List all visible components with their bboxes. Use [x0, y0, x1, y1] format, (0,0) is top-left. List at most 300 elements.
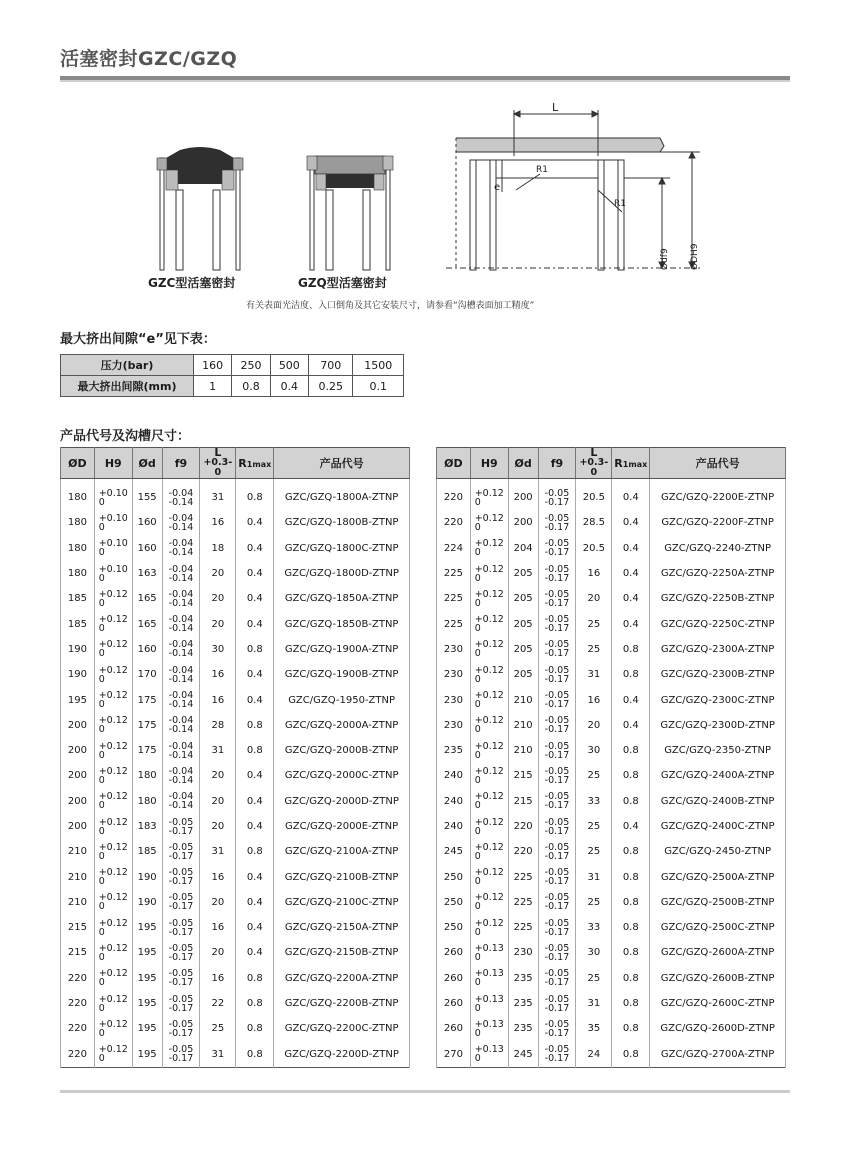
- spec-row: [61, 940, 410, 965]
- h9-upper: +0.12: [474, 791, 504, 803]
- cell-f9: [538, 890, 576, 915]
- h9-lower: 0: [98, 774, 105, 786]
- f9-upper: -0.05: [544, 639, 570, 651]
- cell-H9: [94, 586, 132, 611]
- cell-f9: [162, 611, 200, 636]
- f9-lower: -0.17: [168, 951, 194, 963]
- cell-f9: [538, 1042, 576, 1068]
- cell-d: 215: [508, 789, 538, 814]
- cell-R1: 0.4: [236, 611, 274, 636]
- cell-f9: [162, 561, 200, 586]
- cell-R1: 0.4: [236, 763, 274, 788]
- spec-row: [61, 662, 410, 687]
- cell-D: 180: [61, 510, 95, 535]
- cell-f9: [162, 662, 200, 687]
- cell-product-code: GZC/GZQ-1900B-ZTNP: [274, 662, 410, 687]
- cell-R1: 0.4: [236, 940, 274, 965]
- cell-D: 210: [61, 864, 95, 889]
- cell-d: 180: [132, 763, 162, 788]
- cell-R1: 0.4: [612, 510, 650, 535]
- spec-row: [61, 1016, 410, 1041]
- cell-R1: 0.8: [612, 1042, 650, 1068]
- h9-upper: +0.10: [98, 563, 128, 575]
- cell-d: 180: [132, 789, 162, 814]
- cell-product-code: GZC/GZQ-2350-ZTNP: [650, 738, 786, 763]
- cell-f9: [162, 687, 200, 712]
- spec-row: [437, 966, 786, 991]
- cell-d: 160: [132, 536, 162, 561]
- cell-L: 25: [576, 839, 612, 864]
- cell-D: 235: [437, 738, 471, 763]
- f9-lower: -0.17: [168, 1027, 194, 1039]
- h9-lower: 0: [98, 623, 105, 635]
- header-D: ØD: [61, 448, 95, 479]
- f9-upper: -0.05: [544, 664, 570, 676]
- f9-lower: -0.14: [168, 673, 194, 685]
- f9-lower: -0.17: [544, 926, 570, 938]
- cell-d: 225: [508, 864, 538, 889]
- cell-R1: 0.8: [236, 991, 274, 1016]
- h9-upper: +0.13: [474, 942, 504, 954]
- cell-d: 160: [132, 637, 162, 662]
- cell-L: 25: [200, 1016, 236, 1041]
- cell-D: 260: [437, 991, 471, 1016]
- cell-product-code: GZC/GZQ-2200D-ZTNP: [274, 1042, 410, 1068]
- surface-note: 有关表面光洁度、入口倒角及其它安装尺寸，请参看“沟槽表面加工精度”: [246, 301, 535, 311]
- cell-H9: [470, 890, 508, 915]
- cell-R1: 0.4: [612, 687, 650, 712]
- h9-upper: +0.12: [98, 993, 128, 1005]
- cell-d: 205: [508, 611, 538, 636]
- cell-D: 230: [437, 662, 471, 687]
- cell-D: 240: [437, 789, 471, 814]
- f9-upper: -0.04: [168, 740, 194, 752]
- cell-d: 195: [132, 1042, 162, 1068]
- cell-product-code: GZC/GZQ-2500A-ZTNP: [650, 864, 786, 889]
- spec-row: [61, 991, 410, 1016]
- cell-H9: [94, 561, 132, 586]
- header-H9: H9: [94, 448, 132, 479]
- h9-upper: +0.12: [474, 538, 504, 550]
- f9-lower: -0.17: [544, 496, 570, 508]
- spec-row: [437, 763, 786, 788]
- cell-D: 230: [437, 687, 471, 712]
- cell-D: 260: [437, 1016, 471, 1041]
- cell-f9: [538, 713, 576, 738]
- cell-L: 28: [200, 713, 236, 738]
- cell-R1: 0.8: [612, 763, 650, 788]
- cell-product-code: GZC/GZQ-2200A-ZTNP: [274, 966, 410, 991]
- cell-D: 190: [61, 637, 95, 662]
- cell-L: 20: [576, 713, 612, 738]
- cell-L: 16: [200, 687, 236, 712]
- cell-L: 16: [200, 864, 236, 889]
- h9-upper: +0.10: [98, 487, 128, 499]
- spec-row: [437, 586, 786, 611]
- h9-upper: +0.13: [474, 1018, 504, 1030]
- cell-L: 20: [576, 586, 612, 611]
- f9-lower: -0.17: [544, 673, 570, 685]
- cell-L: 20.5: [576, 536, 612, 561]
- h9-lower: 0: [474, 774, 481, 786]
- cell-L: 22: [200, 991, 236, 1016]
- cell-L: 20: [200, 763, 236, 788]
- cell-product-code: GZC/GZQ-2150B-ZTNP: [274, 940, 410, 965]
- cell-product-code: GZC/GZQ-2200F-ZTNP: [650, 510, 786, 535]
- cell-D: 230: [437, 713, 471, 738]
- cell-product-code: GZC/GZQ-2000D-ZTNP: [274, 789, 410, 814]
- f9-upper: -0.05: [544, 765, 570, 777]
- h9-upper: +0.12: [474, 639, 504, 651]
- spec-row: [61, 713, 410, 738]
- cell-f9: [162, 890, 200, 915]
- cell-product-code: GZC/GZQ-2100C-ZTNP: [274, 890, 410, 915]
- gap-label: 最大挤出间隙(mm): [61, 376, 194, 397]
- cell-d: 165: [132, 611, 162, 636]
- cell-H9: [94, 814, 132, 839]
- header-H9: H9: [470, 448, 508, 479]
- spec-row: [61, 763, 410, 788]
- h9-upper: +0.12: [98, 1044, 128, 1056]
- f9-upper: -0.05: [544, 791, 570, 803]
- spec-row: [437, 915, 786, 940]
- spec-row: [61, 789, 410, 814]
- spec-row: [437, 561, 786, 586]
- f9-lower: -0.17: [544, 977, 570, 989]
- pressure-row: [61, 355, 404, 376]
- cell-product-code: GZC/GZQ-2200B-ZTNP: [274, 991, 410, 1016]
- f9-lower: -0.17: [168, 825, 194, 837]
- cell-product-code: GZC/GZQ-2300D-ZTNP: [650, 713, 786, 738]
- cell-D: 240: [437, 814, 471, 839]
- cell-D: 215: [61, 940, 95, 965]
- cell-L: 16: [200, 510, 236, 535]
- cell-D: 220: [437, 479, 471, 511]
- cell-D: 180: [61, 479, 95, 511]
- f9-upper: -0.05: [544, 690, 570, 702]
- cell-R1: 0.4: [612, 586, 650, 611]
- cell-H9: [94, 611, 132, 636]
- header-d: Ød: [508, 448, 538, 479]
- spec-row: [61, 738, 410, 763]
- cell-R1: 0.4: [612, 536, 650, 561]
- h9-upper: +0.12: [474, 892, 504, 904]
- spec-row: [61, 890, 410, 915]
- cell-D: 220: [61, 1042, 95, 1068]
- cell-R1: 0.4: [612, 814, 650, 839]
- cell-f9: [538, 479, 576, 511]
- h9-lower: 0: [474, 749, 481, 761]
- cell-L: 20: [200, 561, 236, 586]
- cell-L: 25: [576, 763, 612, 788]
- h9-lower: 0: [474, 951, 481, 963]
- header-L-tolerance: +0.3-0: [579, 457, 609, 478]
- spec-row: [437, 510, 786, 535]
- cell-product-code: GZC/GZQ-2600C-ZTNP: [650, 991, 786, 1016]
- h9-lower: 0: [98, 825, 105, 837]
- cell-product-code: GZC/GZQ-2240-ZTNP: [650, 536, 786, 561]
- h9-lower: 0: [474, 876, 481, 888]
- cell-R1: 0.4: [236, 510, 274, 535]
- cell-L: 16: [576, 561, 612, 586]
- f9-upper: -0.05: [544, 740, 570, 752]
- cell-L: 30: [576, 738, 612, 763]
- cell-L: 35: [576, 1016, 612, 1041]
- f9-lower: -0.14: [168, 521, 194, 533]
- f9-lower: -0.14: [168, 800, 194, 812]
- cell-R1: 0.8: [236, 1016, 274, 1041]
- spec-row: [437, 713, 786, 738]
- h9-upper: +0.12: [98, 765, 128, 777]
- f9-upper: -0.05: [544, 867, 570, 879]
- cell-D: 240: [437, 763, 471, 788]
- h9-upper: +0.12: [98, 942, 128, 954]
- header-R1: [236, 448, 274, 479]
- h9-lower: 0: [98, 800, 105, 812]
- cell-D: 225: [437, 561, 471, 586]
- cell-H9: [470, 814, 508, 839]
- f9-upper: -0.04: [168, 639, 194, 651]
- dim-DH9-label: ØDH9: [690, 243, 700, 270]
- f9-lower: -0.17: [544, 648, 570, 660]
- f9-lower: -0.17: [544, 547, 570, 559]
- cell-R1: 0.4: [236, 586, 274, 611]
- cell-d: 190: [132, 890, 162, 915]
- cell-product-code: GZC/GZQ-2250A-ZTNP: [650, 561, 786, 586]
- pressure-value: 1500: [353, 355, 404, 376]
- cell-D: 220: [437, 510, 471, 535]
- f9-upper: -0.05: [168, 892, 194, 904]
- cell-f9: [538, 839, 576, 864]
- f9-upper: -0.05: [544, 917, 570, 929]
- header-R-sub: 1max: [622, 459, 648, 469]
- cell-product-code: GZC/GZQ-2700A-ZTNP: [650, 1042, 786, 1068]
- header-L: [200, 448, 236, 479]
- cell-H9: [94, 479, 132, 511]
- groove-drawing: [446, 110, 700, 270]
- spec-header-row: [437, 448, 786, 479]
- cell-H9: [470, 510, 508, 535]
- cell-D: 245: [437, 839, 471, 864]
- f9-lower: -0.17: [168, 1002, 194, 1014]
- cell-R1: 0.4: [612, 479, 650, 511]
- cell-f9: [538, 991, 576, 1016]
- cell-L: 31: [576, 662, 612, 687]
- cell-L: 33: [576, 789, 612, 814]
- h9-lower: 0: [474, 926, 481, 938]
- spec-row: [61, 611, 410, 636]
- cell-product-code: GZC/GZQ-1800A-ZTNP: [274, 479, 410, 511]
- cell-d: 195: [132, 966, 162, 991]
- dim-df9-label: Ødf9: [660, 248, 670, 270]
- cell-H9: [94, 1016, 132, 1041]
- cell-R1: 0.8: [612, 738, 650, 763]
- cell-product-code: GZC/GZQ-1800D-ZTNP: [274, 561, 410, 586]
- cell-R1: 0.8: [236, 713, 274, 738]
- h9-lower: 0: [474, 699, 481, 711]
- cell-product-code: GZC/GZQ-2200C-ZTNP: [274, 1016, 410, 1041]
- f9-lower: -0.17: [544, 749, 570, 761]
- cell-H9: [94, 738, 132, 763]
- cell-D: 195: [61, 687, 95, 712]
- h9-lower: 0: [98, 1053, 105, 1065]
- cell-f9: [162, 713, 200, 738]
- cell-D: 200: [61, 763, 95, 788]
- cell-product-code: GZC/GZQ-2000B-ZTNP: [274, 738, 410, 763]
- h9-lower: 0: [98, 1002, 105, 1014]
- h9-lower: 0: [474, 496, 481, 508]
- cell-product-code: GZC/GZQ-2250B-ZTNP: [650, 586, 786, 611]
- f9-upper: -0.04: [168, 588, 194, 600]
- cell-d: 170: [132, 662, 162, 687]
- cell-H9: [470, 637, 508, 662]
- h9-lower: 0: [98, 547, 105, 559]
- cell-f9: [162, 1016, 200, 1041]
- cell-f9: [538, 510, 576, 535]
- cell-D: 200: [61, 713, 95, 738]
- cell-f9: [162, 966, 200, 991]
- header-R-sub: 1max: [246, 459, 272, 469]
- spec-row: [437, 1016, 786, 1041]
- f9-lower: -0.17: [544, 1027, 570, 1039]
- cell-D: 210: [61, 890, 95, 915]
- cell-D: 220: [61, 966, 95, 991]
- gap-row: [61, 376, 404, 397]
- cell-R1: 0.4: [612, 611, 650, 636]
- spec-table-left: [60, 447, 410, 1068]
- h9-upper: +0.12: [474, 765, 504, 777]
- f9-lower: -0.17: [544, 901, 570, 913]
- f9-upper: -0.05: [544, 512, 570, 524]
- header-code: 产品代号: [274, 448, 410, 479]
- h9-lower: 0: [474, 1027, 481, 1039]
- cell-L: 20.5: [576, 479, 612, 511]
- cell-H9: [470, 611, 508, 636]
- h9-lower: 0: [98, 1027, 105, 1039]
- f9-upper: -0.05: [544, 1044, 570, 1056]
- cell-L: 18: [200, 536, 236, 561]
- spec-row: [437, 536, 786, 561]
- spec-header-row: [61, 448, 410, 479]
- f9-lower: -0.17: [168, 876, 194, 888]
- cell-f9: [538, 738, 576, 763]
- cell-R1: 0.4: [236, 915, 274, 940]
- spec-row: [61, 966, 410, 991]
- h9-lower: 0: [98, 521, 105, 533]
- spec-row: [437, 1042, 786, 1068]
- cell-D: 225: [437, 611, 471, 636]
- h9-upper: +0.12: [98, 1018, 128, 1030]
- cell-d: 195: [132, 915, 162, 940]
- cell-f9: [162, 536, 200, 561]
- gzq-seal-drawing: [307, 156, 393, 270]
- dim-r1-label: R1: [536, 165, 548, 175]
- cell-d: 235: [508, 1016, 538, 1041]
- cell-D: 220: [61, 1016, 95, 1041]
- cell-f9: [162, 479, 200, 511]
- cell-H9: [94, 915, 132, 940]
- h9-upper: +0.12: [474, 563, 504, 575]
- cell-H9: [470, 1042, 508, 1068]
- cell-d: 195: [132, 1016, 162, 1041]
- h9-lower: 0: [474, 901, 481, 913]
- h9-lower: 0: [474, 521, 481, 533]
- cell-R1: 0.4: [236, 561, 274, 586]
- spec-table-right: [436, 447, 786, 1068]
- cell-f9: [162, 940, 200, 965]
- cell-R1: 0.8: [612, 839, 650, 864]
- h9-lower: 0: [474, 977, 481, 989]
- cell-H9: [470, 966, 508, 991]
- cell-L: 31: [200, 479, 236, 511]
- cell-D: 200: [61, 814, 95, 839]
- cell-product-code: GZC/GZQ-2450-ZTNP: [650, 839, 786, 864]
- cell-D: 200: [61, 738, 95, 763]
- cell-L: 33: [576, 915, 612, 940]
- cell-f9: [538, 966, 576, 991]
- f9-lower: -0.14: [168, 623, 194, 635]
- cell-D: 180: [61, 536, 95, 561]
- cell-f9: [162, 915, 200, 940]
- f9-upper: -0.05: [544, 993, 570, 1005]
- cell-L: 20: [200, 789, 236, 814]
- cell-product-code: GZC/GZQ-1800B-ZTNP: [274, 510, 410, 535]
- cell-H9: [94, 713, 132, 738]
- cell-d: 245: [508, 1042, 538, 1068]
- f9-upper: -0.05: [544, 487, 570, 499]
- spec-row: [61, 814, 410, 839]
- h9-upper: +0.12: [98, 715, 128, 727]
- cell-H9: [470, 586, 508, 611]
- cell-L: 31: [200, 839, 236, 864]
- cell-product-code: GZC/GZQ-2100A-ZTNP: [274, 839, 410, 864]
- f9-lower: -0.14: [168, 699, 194, 711]
- cell-d: 183: [132, 814, 162, 839]
- cell-d: 205: [508, 637, 538, 662]
- spec-row: [61, 1042, 410, 1068]
- gap-value: 1: [194, 376, 232, 397]
- h9-lower: 0: [474, 572, 481, 584]
- f9-upper: -0.05: [544, 715, 570, 727]
- cell-product-code: GZC/GZQ-2150A-ZTNP: [274, 915, 410, 940]
- cell-product-code: GZC/GZQ-2000C-ZTNP: [274, 763, 410, 788]
- page-title: 活塞密封GZC/GZQ: [60, 48, 238, 70]
- f9-lower: -0.17: [544, 825, 570, 837]
- header-R-label: R: [238, 456, 247, 470]
- cell-product-code: GZC/GZQ-1950-ZTNP: [274, 687, 410, 712]
- h9-upper: +0.12: [474, 740, 504, 752]
- cell-product-code: GZC/GZQ-1900A-ZTNP: [274, 637, 410, 662]
- cell-L: 30: [200, 637, 236, 662]
- header-D: ØD: [437, 448, 471, 479]
- h9-lower: 0: [474, 850, 481, 862]
- cell-H9: [94, 789, 132, 814]
- f9-lower: -0.14: [168, 572, 194, 584]
- cell-L: 16: [576, 687, 612, 712]
- f9-lower: -0.17: [168, 926, 194, 938]
- cell-product-code: GZC/GZQ-2400A-ZTNP: [650, 763, 786, 788]
- f9-upper: -0.05: [544, 614, 570, 626]
- pressure-value: 500: [270, 355, 308, 376]
- cell-L: 25: [576, 611, 612, 636]
- f9-lower: -0.17: [544, 572, 570, 584]
- h9-lower: 0: [474, 673, 481, 685]
- cell-L: 31: [200, 738, 236, 763]
- cell-f9: [538, 637, 576, 662]
- cell-product-code: GZC/GZQ-2500C-ZTNP: [650, 915, 786, 940]
- cell-H9: [94, 890, 132, 915]
- cell-H9: [94, 637, 132, 662]
